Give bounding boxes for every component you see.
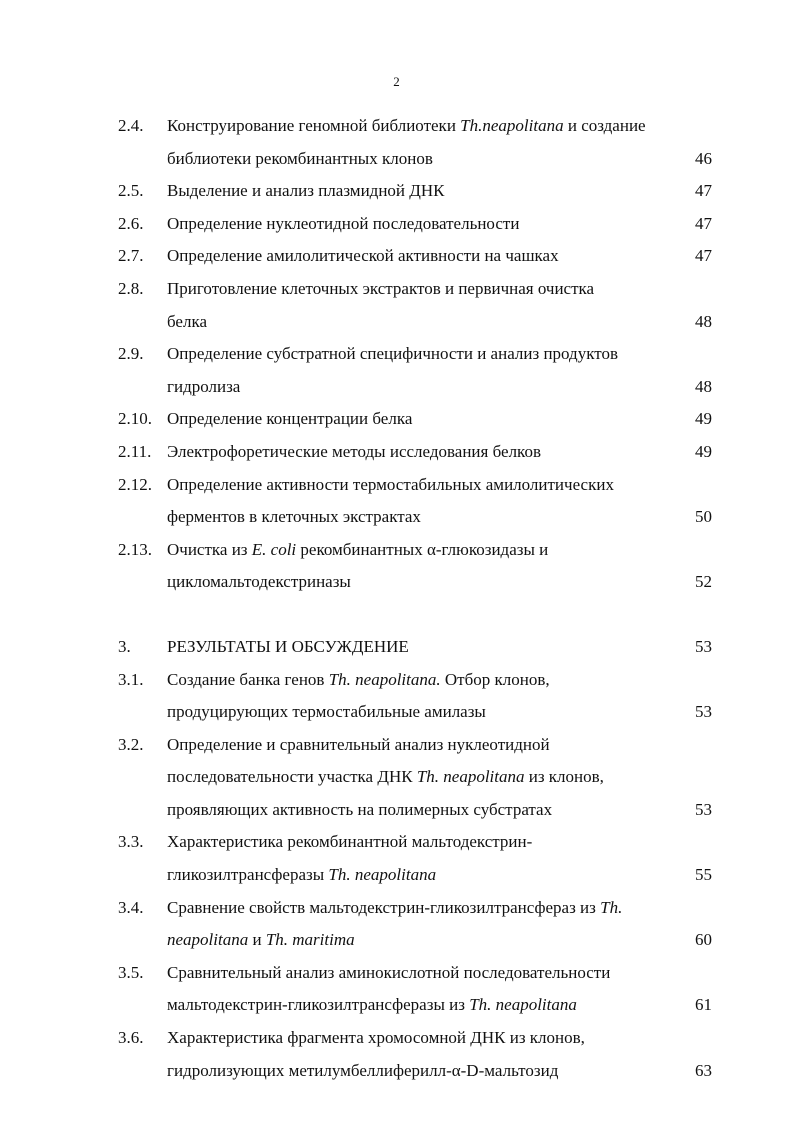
section-number: 2.5. bbox=[118, 181, 144, 201]
section-number: 3.6. bbox=[118, 1028, 144, 1048]
page-number: 2 bbox=[393, 74, 400, 89]
toc-entry bbox=[118, 826, 712, 891]
page-ref: 53 bbox=[695, 636, 712, 656]
page-ref: 60 bbox=[695, 930, 712, 950]
section-number: 3.2. bbox=[118, 734, 144, 754]
section-number: 2.10. bbox=[118, 409, 152, 429]
toc-line bbox=[118, 469, 712, 502]
toc-line bbox=[118, 664, 712, 697]
toc-entry bbox=[118, 110, 712, 175]
page-ref: 63 bbox=[695, 1060, 712, 1080]
toc-line bbox=[118, 501, 712, 534]
toc-entry bbox=[118, 892, 712, 957]
section-title: neapolitana и Th. maritima bbox=[167, 930, 355, 950]
toc-entry bbox=[118, 436, 712, 469]
section-number: 3.1. bbox=[118, 669, 144, 689]
toc-line bbox=[118, 729, 712, 762]
section-title: Создание банка генов Th. neapolitana. Отбор клонов, bbox=[167, 669, 550, 689]
section-title: Определение амилолитической активности на чашках bbox=[167, 246, 559, 266]
section-title: Определение и сравнительный анализ нуклеотидной bbox=[167, 734, 550, 754]
section-title: Определение концентрации белка bbox=[167, 409, 413, 429]
section-number: 2.4. bbox=[118, 116, 144, 135]
section-title: Конструирование геномной библиотеки Th.neapolitana и создание bbox=[167, 116, 646, 135]
section-title: Электрофоретические методы исследования белков bbox=[167, 441, 541, 461]
section-title: Выделение и анализ плазмидной ДНК bbox=[167, 181, 445, 201]
section-number: 2.7. bbox=[118, 246, 144, 266]
page-ref: 55 bbox=[695, 865, 712, 885]
toc-entry bbox=[118, 729, 712, 827]
toc-entry bbox=[118, 403, 712, 436]
page-ref: 47 bbox=[695, 246, 712, 266]
section-title: мальтодекстрин-гликозилтрансферазы из Th. neapolitana bbox=[167, 995, 577, 1015]
toc-entry bbox=[118, 1022, 712, 1087]
toc-line bbox=[118, 1022, 712, 1055]
page-ref: 53 bbox=[695, 799, 712, 819]
page-ref: 47 bbox=[695, 213, 712, 233]
toc-entry bbox=[118, 957, 712, 1022]
section-title: Очистка из E. coli рекомбинантных α-глюкозидазы и bbox=[167, 539, 549, 559]
toc-line bbox=[118, 859, 712, 892]
toc-line bbox=[118, 175, 712, 208]
section-title: Сравнительный анализ аминокислотной последовательности bbox=[167, 962, 611, 982]
section-title: Сравнение свойств мальтодекстрин-гликозилтрансфераз из Th. bbox=[167, 897, 623, 917]
section-title: гидролиза bbox=[167, 376, 241, 396]
toc-entry bbox=[118, 273, 712, 338]
section-number: 3. bbox=[118, 636, 131, 656]
toc-line bbox=[118, 208, 712, 241]
section-number: 2.8. bbox=[118, 278, 144, 298]
page-ref: 48 bbox=[695, 311, 712, 331]
toc-line bbox=[118, 338, 712, 371]
toc-line bbox=[118, 534, 712, 567]
toc-entry bbox=[118, 469, 712, 534]
toc-line bbox=[118, 892, 712, 925]
toc-line bbox=[118, 826, 712, 859]
toc-line bbox=[118, 794, 712, 827]
toc-line bbox=[118, 403, 712, 436]
toc-line bbox=[118, 110, 712, 143]
section-title: Приготовление клеточных экстрактов и первичная очистка bbox=[167, 278, 595, 298]
species-name: neapolitana bbox=[167, 930, 249, 950]
species-name: Th.neapolitana bbox=[460, 116, 564, 135]
page-ref: 47 bbox=[695, 181, 712, 201]
toc-line bbox=[118, 273, 712, 306]
section-number: 2.11. bbox=[118, 441, 152, 461]
section-title: цикломальтодекстриназы bbox=[167, 572, 351, 592]
section-number: 2.6. bbox=[118, 213, 144, 233]
toc-line bbox=[118, 566, 712, 599]
toc-line bbox=[118, 924, 712, 957]
section-title: ферментов в клеточных экстрактах bbox=[167, 507, 421, 527]
toc-entry bbox=[118, 175, 712, 208]
page-ref: 49 bbox=[695, 409, 712, 429]
page-ref: 46 bbox=[695, 148, 712, 168]
section-title: гидролизующих метилумбеллиферилл-α-D-мальтозид bbox=[167, 1060, 559, 1080]
section-title: последовательности участка ДНК Th. neapolitana из клонов, bbox=[167, 767, 604, 787]
species-name: Th. neapolitana. bbox=[328, 669, 441, 689]
toc-entry bbox=[118, 240, 712, 273]
species-name: Th. neapolitana bbox=[416, 767, 525, 787]
toc-line bbox=[118, 761, 712, 794]
species-name: Th. maritima bbox=[265, 930, 355, 950]
toc-entry bbox=[118, 208, 712, 241]
toc-line bbox=[118, 957, 712, 990]
species-name: Th. neapolitana bbox=[469, 995, 577, 1015]
section-title: проявляющих активность на полимерных субстратах bbox=[167, 799, 553, 819]
section-title: продуцирующих термостабильные амилазы bbox=[167, 702, 486, 722]
page-ref: 50 bbox=[695, 507, 712, 527]
species-name: Th. neapolitana bbox=[328, 865, 437, 885]
page-ref: 52 bbox=[695, 572, 712, 592]
section-title: РЕЗУЛЬТАТЫ И ОБСУЖДЕНИЕ bbox=[167, 636, 409, 656]
toc-line bbox=[118, 696, 712, 729]
section-gap bbox=[118, 599, 712, 631]
toc-entry bbox=[118, 534, 712, 599]
section-title: Определение субстратной специфичности и анализ продуктов bbox=[167, 344, 618, 364]
toc-entry bbox=[118, 664, 712, 729]
section-number: 3.5. bbox=[118, 962, 144, 982]
page-ref: 53 bbox=[695, 702, 712, 722]
section-title: Характеристика фрагмента хромосомной ДНК из клонов, bbox=[167, 1028, 585, 1048]
toc-line bbox=[118, 989, 712, 1022]
section-number: 3.4. bbox=[118, 897, 144, 917]
species-name: E. coli bbox=[251, 539, 297, 559]
section-number: 2.12. bbox=[118, 474, 152, 494]
toc-entry bbox=[118, 338, 712, 403]
page-ref: 61 bbox=[695, 995, 712, 1015]
table-of-contents bbox=[118, 110, 712, 1087]
section-number: 3.3. bbox=[118, 832, 144, 852]
section-title: библиотеки рекомбинантных клонов bbox=[167, 148, 433, 168]
toc-line bbox=[118, 143, 712, 176]
toc-line bbox=[118, 436, 712, 469]
toc-line bbox=[118, 631, 712, 664]
section-number: 2.13. bbox=[118, 539, 152, 559]
page-ref: 49 bbox=[695, 441, 712, 461]
species-name: Th. bbox=[600, 897, 623, 917]
page-ref: 48 bbox=[695, 376, 712, 396]
section-title: гликозилтрансферазы Th. neapolitana bbox=[167, 865, 437, 885]
section-title: Характеристика рекомбинантной мальтодекстрин- bbox=[167, 832, 533, 852]
toc-entry bbox=[118, 631, 712, 664]
toc-line bbox=[118, 1055, 712, 1088]
section-title: Определение активности термостабильных амилолитических bbox=[167, 474, 614, 494]
toc-line bbox=[118, 371, 712, 404]
toc-line bbox=[118, 240, 712, 273]
section-title: Определение нуклеотидной последовательности bbox=[167, 213, 520, 233]
toc-line bbox=[118, 306, 712, 339]
section-title: белка bbox=[167, 311, 208, 331]
section-number: 2.9. bbox=[118, 344, 144, 364]
